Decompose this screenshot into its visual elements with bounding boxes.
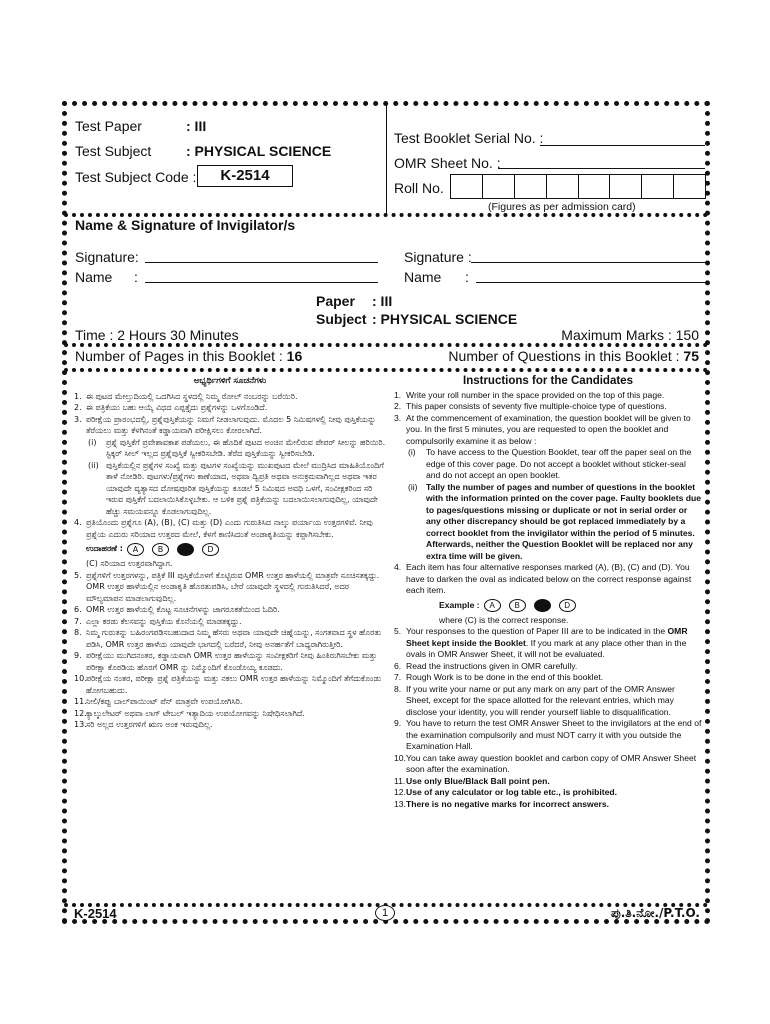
english-item: 2. This paper consists of seventy five multiple-choice type of questions.	[394, 401, 667, 411]
name-colon: :	[134, 269, 138, 285]
signature-label: Signature:	[75, 249, 139, 265]
test-subject-value: : PHYSICAL SCIENCE	[186, 143, 332, 159]
kannada-item: 10. ಪರೀಕ್ಷೆಯ ನಂತರ, ಪರೀಕ್ಷಾ ಪ್ರಶ್ನೆ ಪತ್ರಿಕೆಯನ್ನು ಮತ್ತು ನಕಲು OMR ಉತ್ತರ ಹಾಳೆಯನ್ನು ನಿಮ್ಮೊಂದಿಗೆ ತೆಗೆದುಕೊಂಡು ಹೋಗಬಹುದು.	[74, 674, 382, 695]
test-subject-code-value: K-2514	[220, 167, 270, 184]
kannada-item: 4. ಪ್ರತಿಯೊಂದು ಪ್ರಶ್ನೆಗೂ (A), (B), (C) ಮತ್ತು (D) ಎಂದು ಗುರುತಿಸಿದ ನಾಲ್ಕು ಪರ್ಯಾಯ ಉತ್ತರಗಳಿವೆ. ನೀವು ಪ್ರಶ್ನೆಯ ಎದುರು ಸರಿಯಾದ ಉತ್ತರದ ಮೇಲೆ, ಕೆಳಗೆ ಕಾಣಿಸಿದಂತೆ ಅಂಡಾಕೃತಿಯನ್ನು ಕಪ್ಪಾಗಿಸಬೇಕು.	[74, 518, 373, 539]
oval-d: D	[559, 599, 576, 612]
kannada-item: 11. ನೀಲಿ/ಕಪ್ಪು ಬಾಲ್‌ಪಾಯಿಂಟ್ ಪೆನ್ ಮಾತ್ರವೇ ಉಪಯೋಗಿಸಿರಿ.	[74, 697, 243, 706]
english-example-note: where (C) is the correct response.	[439, 614, 569, 625]
english-item: (ii) Tally the number of pages and number of questions in the booklet with the information printed on the cover page. Faulty booklets due to pages/questions missing or duplicate or not in serial order or any other discrepancy should be got replaced immediately by a correct booklet from the invigilator within the period of 5 minutes. Afterwards, neither the Question Booklet will be replaced nor any extra time will be given.	[408, 481, 702, 561]
kannada-item: (i) ಪ್ರಶ್ನೆ ಪುಸ್ತಿಕೆಗೆ ಪ್ರವೇಶಾವಕಾಶ ಪಡೆಯಲು, ಈ ಹೊದಿಕೆ ಪುಟದ ಅಂಚಿನ ಮೇಲಿರುವ ಪೇಪರ್ ಸೀಲನ್ನು ಹರಿಯಿರಿ. ಸ್ಟಿಕ್ಕರ್ ಸೀಲ್ ಇಲ್ಲದ ಪ್ರಶ್ನೆಪುಸ್ತಿಕೆ ಸ್ವೀಕರಿಸಬೇಡಿ. ತೆರೆದ ಪುಸ್ತಿಕೆಯನ್ನು ಸ್ವೀಕರಿಸಬೇಡಿ.	[88, 437, 386, 458]
kannada-item: 5. ಪ್ರಶ್ನೆಗಳಿಗೆ ಉತ್ತರಗಳನ್ನು, ಪತ್ರಿಕೆ III ಪುಸ್ತಿಕೆಯೊಳಗೆ ಕೊಟ್ಟಿರುವ OMR ಉತ್ತರ ಹಾಳೆಯಲ್ಲಿ ಮಾತ್ರವೇ ಸೂಚಿಸತಕ್ಕದ್ದು. OMR ಉತ್ತರ ಹಾಳೆಯಲ್ಲಿನ ಅಂಡಾಕೃತಿ ಹೊರತುಪಡಿಸಿ, ಬೇರೆ ಯಾವುದೇ ಸ್ಥಳದಲ್ಲಿ ಗುರುತಿಸಿದರೆ, ಅದರ ಮೌಲ್ಯಮಾಪನ ಮಾಡಲಾಗುವುದಿಲ್ಲ.	[74, 570, 380, 603]
english-item: 13. There is no negative marks for incorrect answers.	[394, 798, 609, 809]
english-item: 4. Each item has four alternative responses marked (A), (B), (C) and (D). You have to darken the oval as indicated below on the correct response against each item.	[394, 562, 692, 595]
kannada-title: ಅಭ್ಯರ್ಥಿಗಳಿಗೆ ಸೂಚನೆಗಳು	[193, 376, 267, 386]
kannada-item: (ii) ಪುಸ್ತಿಕೆಯಲ್ಲಿನ ಪ್ರಶ್ನೆಗಳ ಸಂಖ್ಯೆ ಮತ್ತು ಪುಟಗಳ ಸಂಖ್ಯೆಯನ್ನು ಮುಖಪುಟದ ಮೇಲೆ ಮುದ್ರಿಸಿದ ಮಾಹಿತಿಯೊಂದಿಗೆ ತಾಳೆ ನೋಡಿರಿ. ಪುಟಗಳು/ಪ್ರಶ್ನೆಗಳು ಕಾಣೆಯಾದ, ಅಥವಾ ದ್ವಿಪ್ರತಿ ಅಥವಾ ಅನುಕ್ರಮವಾಗಿಲ್ಲದ ಅಥವಾ ಇತರ ಯಾವುದೇ ವ್ಯತ್ಯಾಸದ ದೋಷಪೂರಿತ ಪುಸ್ತಿಕೆಯನ್ನು ಕೂಡಲೆ 5 ನಿಮಿಷದ ಅವಧಿ ಒಳಗೆ, ಸಂವೀಕ್ಷಕರಿಂದ ಸರಿ ಇರುವ ಪುಸ್ತಿಕೆಗೆ ಬದಲಾಯಿಸಿಕೊಳ್ಳಬೇಕು. ಆ ಬಳಿಕ ಪ್ರಶ್ನೆ ಪತ್ರಿಕೆಯನ್ನು ಬದಲಾಯಿಸಲಾಗುವುದಿಲ್ಲ, ಯಾವುದೇ ಹೆಚ್ಚು ಸಮಯವನ್ನೂ ಕೊಡಲಾಗುವುದಿಲ್ಲ.	[88, 460, 384, 516]
english-title: Instructions for the Candidates	[463, 375, 633, 387]
invigilator-title: Name & Signature of Invigilator/s	[75, 217, 296, 233]
kannada-item: 9. ಪರೀಕ್ಷೆಯು ಮುಗಿದನಂತರ, ಕಡ್ಡಾಯವಾಗಿ OMR ಉತ್ತರ ಹಾಳೆಯನ್ನು ಸಂವೀಕ್ಷಕರಿಗೆ ನೀವು ಹಿಂತಿರುಗಿಸಬೇಕು ಮತ್ತು ಪರೀಕ್ಷಾ ಕೊಠಡಿಯ ಹೊರಗೆ OMR ನ್ನು ನಿಮ್ಮೊಂದಿಗೆ ಕೊಂಡೊಯ್ಯ ಕೂಡದು.	[74, 651, 377, 672]
oval-b: B	[509, 599, 526, 612]
english-item: 11. Use only Blue/Black Ball point pen.	[394, 775, 550, 786]
oval-a: A	[127, 543, 144, 556]
name-field-2[interactable]	[476, 282, 705, 283]
english-item: 10. You can take away question booklet and carbon copy of OMR Answer Sheet soon after the examination.	[394, 752, 697, 774]
paper-label: Paper	[316, 293, 355, 309]
roll-digit-box[interactable]	[579, 175, 611, 198]
english-item: 8. If you write your name or put any mark on any part of the OMR Answer Sheet, except for the space allotted for the relevant entries, which may disclose your identity, you will render yourself liable to disqualification.	[394, 683, 675, 717]
kannada-item: 3. ಪರೀಕ್ಷೆಯ ಪ್ರಾರಂಭದಲ್ಲಿ, ಪ್ರಶ್ನೆಪುಸ್ತಿಕೆಯನ್ನು ನಿಮಗೆ ನೀಡಲಾಗುವುದು. ಮೊದಲ 5 ನಿಮಿಷಗಳಲ್ಲಿ ನೀವು ಪುಸ್ತಿಕೆಯನ್ನು ತೆರೆಯಲು ಮತ್ತು ಕೆಳಗಿನಂತೆ ಕಡ್ಡಾಯವಾಗಿ ಪರೀಕ್ಷಿಸಲು ಕೋರಲಾಗಿದೆ.	[74, 414, 377, 435]
oval-b: B	[152, 543, 169, 556]
roll-digit-box[interactable]	[515, 175, 547, 198]
english-item: 3. At the commencement of examination, the question booklet will be given to you. In the first 5 minutes, you are requested to open the booklet and compulsorily examine it as below :	[394, 412, 691, 446]
english-example-label: Example :	[439, 599, 480, 610]
kannada-item: 1. ಈ ಪುಟದ ಮೇಲ್ತುದಿಯಲ್ಲಿ ಒದಗಿಸಿದ ಸ್ಥಳದಲ್ಲಿ ನಿಮ್ಮ ರೋಲ್ ನಂಬರನ್ನು ಬರೆಯಿರಿ.	[74, 391, 298, 401]
questions-count	[448, 348, 699, 364]
oval-filled	[534, 599, 551, 612]
roll-digit-box[interactable]	[547, 175, 579, 198]
test-subject-code-label: Test Subject Code :	[75, 169, 197, 185]
footer-code: K-2514	[74, 906, 117, 921]
kannada-item: 7. ಎಲ್ಲಾ ಕರಡು ಕೆಲಸವನ್ನು ಪುಸ್ತಿಕೆಯ ಕೊನೆಯಲ್ಲಿ ಮಾಡತಕ್ಕದ್ದು.	[74, 616, 242, 626]
english-item: (i) To have access to the Question Booklet, tear off the paper seal on the edge of this cover page. Do not accept a booklet without sticker-seal and do not accept an open booklet.	[408, 447, 692, 480]
kannada-item: 13. ಸರಿ ಅಲ್ಲದ ಉತ್ತರಗಳಿಗೆ ಋಣ ಅಂಕ ಇರುವುದಿಲ್ಲ.	[74, 720, 213, 729]
roll-digit-box[interactable]	[642, 175, 674, 198]
max-marks-text: Maximum Marks : 150	[561, 327, 699, 343]
roll-number-boxes[interactable]	[450, 174, 706, 199]
pages-label: Number of Pages in this Booklet :	[75, 348, 283, 364]
roll-digit-box[interactable]	[674, 175, 705, 198]
omr-sheet-label: OMR Sheet No. :	[394, 155, 501, 171]
oval-filled	[177, 543, 194, 556]
roll-label: Roll No.	[394, 180, 444, 196]
questions-label: Number of Questions in this Booklet :	[448, 348, 680, 364]
name-field[interactable]	[145, 282, 378, 283]
english-item: 1. Write your roll number in the space provided on the top of this page.	[394, 389, 665, 400]
name-label: Name	[75, 269, 113, 285]
answer-ovals	[480, 599, 580, 612]
test-subject-label: Test Subject	[75, 143, 152, 159]
signature-label-2: Signature :	[404, 249, 472, 265]
roll-digit-box[interactable]	[483, 175, 515, 198]
kannada-item: 12. ಕ್ಯಾಲ್ಕುಲೇಟರ್ ಅಥವಾ ಲಾಗ್ ಟೇಬಲ್ ಇತ್ಯಾದಿಯ ಉಪಯೋಗವನ್ನು ನಿಷೇಧಿಸಲಾಗಿದೆ.	[74, 708, 305, 718]
name-colon-2: :	[465, 269, 469, 285]
english-item: 6. Read the instructions given in OMR carefully.	[394, 660, 578, 671]
divider-dots	[64, 368, 708, 372]
signature-field[interactable]	[145, 262, 378, 263]
oval-a: A	[484, 599, 501, 612]
kannada-example-note: (C) ಸರಿಯಾದ ಉತ್ತರವಾಗಿದ್ದಾಗ.	[86, 559, 173, 568]
kannada-item: 8. ನಿಮ್ಮ ಗುರುತನ್ನು ಬಹಿರಂಗಪಡಿಸಬಹುದಾದ ನಿಮ್ಮ ಹೆಸರು ಅಥವಾ ಯಾವುದೇ ಚಿಹ್ನೆಯನ್ನು, ಸಂಗತವಾದ ಸ್ಥಳ ಹೊರತು ಪಡಿಸಿ, OMR ಉತ್ತರ ಹಾಳೆಯ ಯಾವುದೇ ಭಾಗದಲ್ಲಿ ಬರೆದರೆ, ನೀವು ಅನರ್ಹತೆಗೆ ಬಾಧ್ಯರಾಗಿರುತ್ತೀರಿ.	[74, 628, 382, 649]
test-paper-value: : III	[186, 118, 207, 134]
kannada-items-2	[74, 570, 386, 731]
omr-sheet-field[interactable]	[498, 168, 705, 169]
name-label-2: Name	[404, 269, 442, 285]
english-example	[394, 597, 702, 615]
english-item: 12. Use of any calculator or log table etc., is prohibited.	[394, 787, 618, 797]
english-items-2	[394, 661, 702, 811]
questions-value: 75	[683, 348, 699, 364]
kannada-item: 6. OMR ಉತ್ತರ ಹಾಳೆಯಲ್ಲಿ ಕೊಟ್ಟ ಸೂಚನೆಗಳನ್ನು ಜಾಗರೂಕತೆಯಿಂದ ಓದಿರಿ.	[74, 605, 280, 614]
english-item: 9. You have to return the test OMR Answer Sheet to the invigilators at the end of the examination compulsorily and must NOT carry it with you outside the Examination Hall.	[394, 718, 702, 751]
test-paper-label: Test Paper	[75, 118, 142, 134]
pages-count	[75, 348, 302, 364]
roll-digit-box[interactable]	[610, 175, 642, 198]
paper-value: : III	[372, 293, 393, 309]
page-number: 1	[375, 905, 395, 921]
pto-text: ಪು.ತಿ.ನೋ./P.T.O.	[610, 906, 700, 920]
time-text: Time : 2 Hours 30 Minutes	[75, 327, 239, 343]
subject-value: : PHYSICAL SCIENCE	[372, 311, 518, 327]
kannada-items	[74, 391, 386, 541]
roll-note: (Figures as per admission card)	[488, 201, 636, 213]
kannada-example-label: ಉದಾಹರಣೆ :	[86, 544, 123, 554]
answer-ovals	[123, 543, 223, 556]
divider-dots	[64, 343, 708, 347]
oval-d: D	[202, 543, 219, 556]
subject-label: Subject	[316, 311, 367, 327]
kannada-instructions	[74, 376, 386, 731]
pages-value: 16	[286, 348, 303, 364]
header-divider	[386, 103, 387, 216]
serial-label: Test Booklet Serial No. :	[394, 130, 544, 146]
signature-field-2[interactable]	[471, 262, 705, 263]
english-instructions	[394, 376, 702, 810]
kannada-example	[74, 540, 386, 558]
kannada-item: 2. ಈ ಪತ್ರಿಕೆಯು ಬಹು ಆಯ್ಕೆ ವಿಧದ ಎಪ್ಪತ್ತೈದು ಪ್ರಶ್ನೆಗಳನ್ನು ಒಳಗೊಂಡಿದೆ.	[74, 403, 268, 412]
roll-digit-box[interactable]	[451, 175, 483, 198]
english-item-5: 5. Your responses to the question of Paper III are to be indicated in the OMR Sheet kept inside the Booklet. If you mark at any place other than in the ovals in OMR Answer Sheet, it will not be evaluated.	[394, 626, 688, 659]
serial-field[interactable]	[540, 145, 705, 146]
english-item: 7. Rough Work is to be done in the end of this booklet.	[394, 672, 604, 682]
english-items	[394, 390, 702, 597]
